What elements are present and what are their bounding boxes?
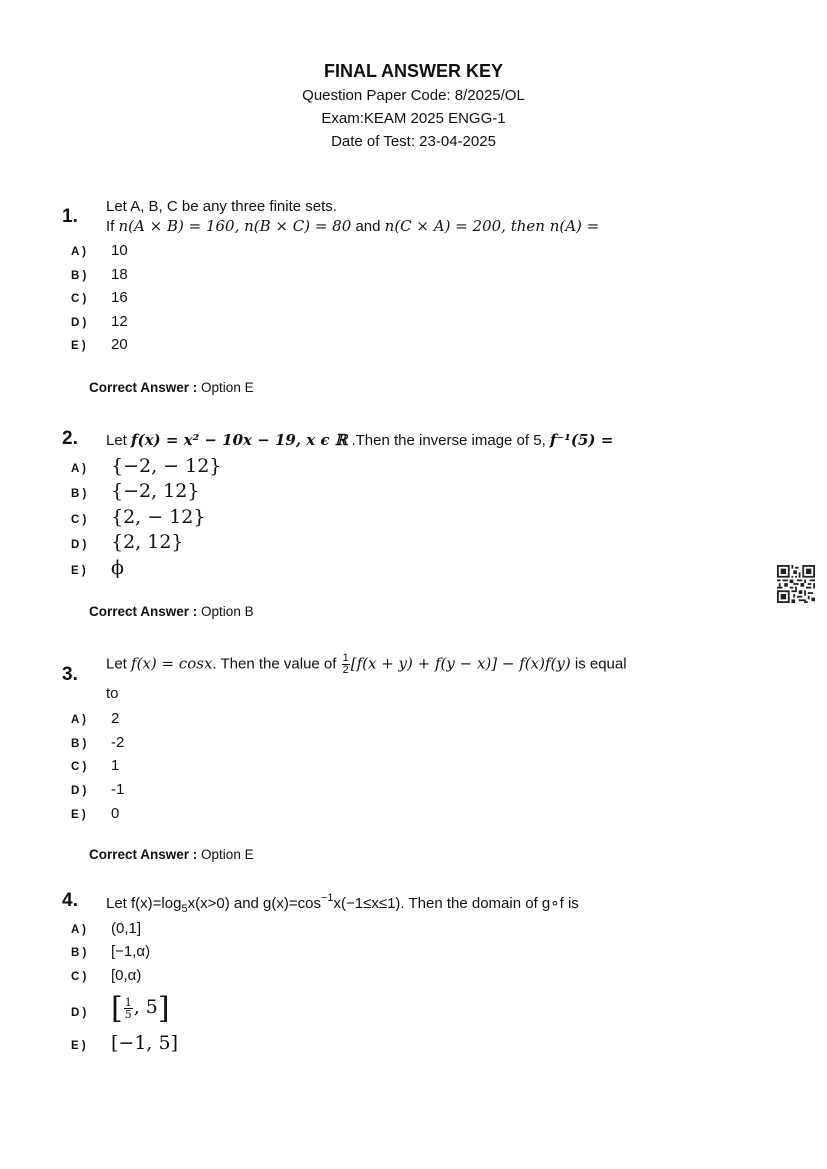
question-number: 3. (62, 664, 78, 685)
option-d: D ) {2, 12} (71, 531, 184, 553)
question-text-line2: to (106, 685, 119, 702)
option-b: B ) {−2, 12} (71, 480, 200, 502)
option-e: E ) 20 (71, 336, 128, 353)
question-number: 4. (62, 890, 78, 911)
option-c: C ) [0,α) (71, 967, 142, 984)
option-b: B ) [−1,α) (71, 943, 151, 960)
option-c: C ) {2, − 12} (71, 506, 206, 528)
qr-code-icon (777, 565, 815, 603)
option-e: E ) 0 (71, 805, 120, 822)
option-d: D ) 12 (71, 313, 128, 330)
question-number: 2. (62, 428, 78, 449)
test-date: Date of Test: 23-04-2025 (331, 133, 496, 150)
correct-answer: Correct Answer : Option E (89, 380, 254, 395)
option-a: A ) 10 (71, 242, 128, 259)
header (0, 60, 827, 153)
option-b: B ) -2 (71, 734, 125, 751)
option-d: D ) [ $\frac{1}{5}$ , 5] (71, 991, 170, 1026)
option-a: A ) (0,1] (71, 920, 142, 937)
question-text: Let f(x) = cosx. Then the value of $\frac{1}{2}$ [f(x + y) + f(y − x)] − f(x)f(y) is equal (106, 652, 627, 676)
option-b: B ) 18 (71, 266, 128, 283)
question-text-line1: Let A, B, C be any three finite sets. (106, 198, 337, 215)
option-d: D ) -1 (71, 781, 125, 798)
page-title: FINAL ANSWER KEY (323, 61, 503, 81)
question-number: 1. (62, 206, 78, 227)
option-c: C ) 1 (71, 757, 120, 774)
option-e: E ) [−1, 5] (71, 1032, 179, 1054)
option-d-value: [ $\frac{1}{5}$ , 5] (111, 991, 170, 1026)
option-a: A ) 2 (71, 710, 120, 727)
question-text: Let $f(x)=\log_5x(x>0)$ and $g(x)=\cos^{-1}x(-1\le x\le 1)$. Then the domain of g∘f is (106, 892, 579, 915)
correct-answer: Correct Answer : Option E (89, 847, 254, 862)
paper-code: Question Paper Code: 8/2025/OL (302, 87, 525, 104)
question-text: Let f(x) = x² − 10x − 19, x ϵ ℝ .Then the inverse image of 5, f⁻¹(5) = (106, 431, 614, 449)
exam-name: Exam:KEAM 2025 ENGG-1 (321, 110, 506, 127)
question-text-line2: If n(A × B) = 160, n(B × C) = 80 and n(C × A) = 200, then n(A) = (106, 217, 600, 235)
option-a: A ) {−2, − 12} (71, 455, 222, 477)
fraction: $\frac{1}{2}$ (342, 652, 349, 676)
option-e: E ) ϕ (71, 557, 124, 579)
correct-answer: Correct Answer : Option B (89, 604, 254, 619)
option-c: C ) 16 (71, 289, 128, 306)
